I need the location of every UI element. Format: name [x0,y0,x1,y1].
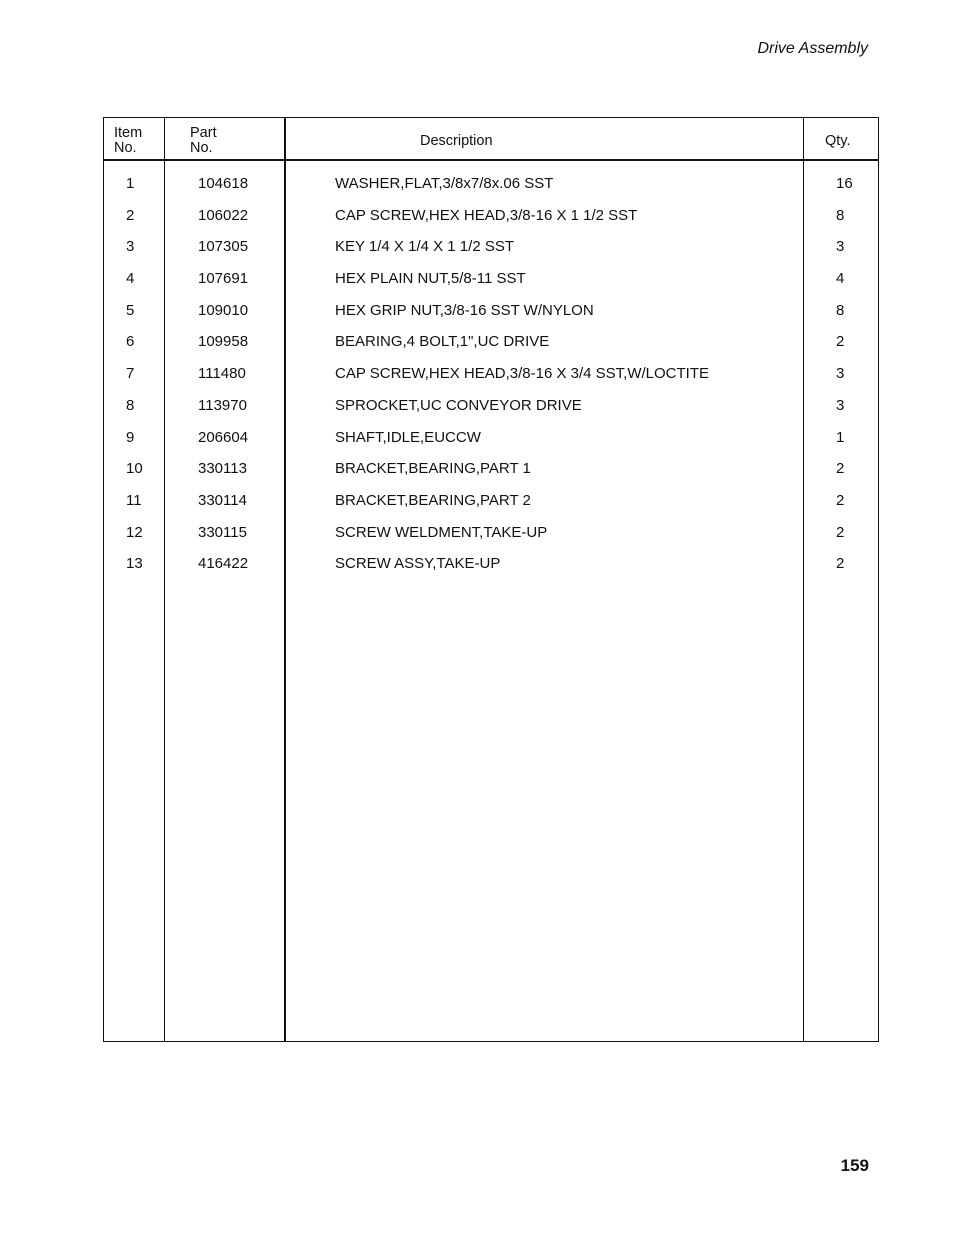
cell-qty: 4 [836,270,845,288]
table-row [104,327,878,359]
cell-qty: 2 [836,460,845,478]
cell-item-no: 4 [126,270,135,288]
table-row [104,454,878,486]
cell-part-no: 104618 [198,175,249,192]
cell-qty: 1 [836,428,845,446]
cell-description: CAP SCREW,HEX HEAD,3/8-16 X 3/4 SST,W/LOCTITE [335,365,709,383]
cell-item-no: 10 [126,460,143,478]
table-row [104,232,878,264]
cell-part-no: 416422 [198,555,249,573]
header-part-no [190,126,217,156]
table-row [104,518,878,550]
cell-description: SPROCKET,UC CONVEYOR DRIVE [335,396,582,414]
cell-part-no: 109958 [198,333,249,351]
parts-table [103,117,879,1042]
cell-item-no: 1 [126,175,135,192]
cell-description: BEARING,4 BOLT,1",UC DRIVE [335,333,550,351]
running-head: Drive Assembly [757,40,868,57]
cell-part-no: 111480 [198,365,246,383]
cell-part-no: 206604 [198,428,249,446]
cell-part-no: 330113 [198,460,247,478]
cell-item-no: 9 [126,428,135,446]
cell-qty: 2 [836,523,845,541]
cell-part-no: 330115 [198,523,247,541]
cell-item-no: 2 [126,206,135,224]
cell-qty: 16 [836,175,853,192]
cell-item-no: 6 [126,333,135,351]
cell-part-no: 330114 [198,491,247,509]
cell-item-no: 8 [126,396,135,414]
cell-description: WASHER,FLAT,3/8x7/8x.06 SST [335,175,554,192]
cell-description: SCREW ASSY,TAKE-UP [335,555,501,573]
header-item-line2: No. [114,140,137,156]
cell-item-no: 13 [126,555,143,573]
cell-item-no: 5 [126,301,135,319]
cell-part-no: 107691 [198,270,249,288]
cell-qty: 2 [836,333,845,351]
cell-qty: 8 [836,206,845,224]
cell-description: SHAFT,IDLE,EUCCW [335,428,481,446]
cell-item-no: 12 [126,523,143,541]
table-row [104,296,878,328]
table-row [104,264,878,296]
header-qty: Qty. [825,133,851,149]
table-row [104,486,878,518]
table-body [104,169,878,581]
table-row [104,391,878,423]
table-row [104,359,878,391]
cell-description: CAP SCREW,HEX HEAD,3/8-16 X 1 1/2 SST [335,206,638,224]
cell-description: SCREW WELDMENT,TAKE-UP [335,523,548,541]
header-item-no [114,126,142,156]
cell-qty: 2 [836,555,845,573]
cell-qty: 2 [836,491,845,509]
cell-qty: 3 [836,238,845,256]
cell-item-no: 3 [126,238,135,256]
header-description: Description [420,133,493,149]
table-row [104,423,878,455]
header-part-line2: No. [190,140,213,156]
cell-qty: 8 [836,301,845,319]
cell-item-no: 11 [126,491,142,509]
table-row [104,201,878,233]
cell-qty: 3 [836,365,845,383]
cell-description: BRACKET,BEARING,PART 2 [335,491,531,509]
cell-description: HEX PLAIN NUT,5/8-11 SST [335,270,526,288]
cell-part-no: 109010 [198,301,249,319]
table-row [104,549,878,581]
header-item-line1: Item [114,125,143,141]
cell-description: HEX GRIP NUT,3/8-16 SST W/NYLON [335,301,594,319]
header-part-line1: Part [190,125,217,141]
cell-description: KEY 1/4 X 1/4 X 1 1/2 SST [335,238,514,256]
cell-item-no: 7 [126,365,135,383]
cell-part-no: 106022 [198,206,249,224]
page-number: 159 [840,1156,869,1175]
cell-part-no: 107305 [198,238,249,256]
cell-qty: 3 [836,396,845,414]
header-rule [104,159,878,161]
cell-part-no: 113970 [198,396,247,414]
cell-description: BRACKET,BEARING,PART 1 [335,460,531,478]
table-row [104,169,878,201]
